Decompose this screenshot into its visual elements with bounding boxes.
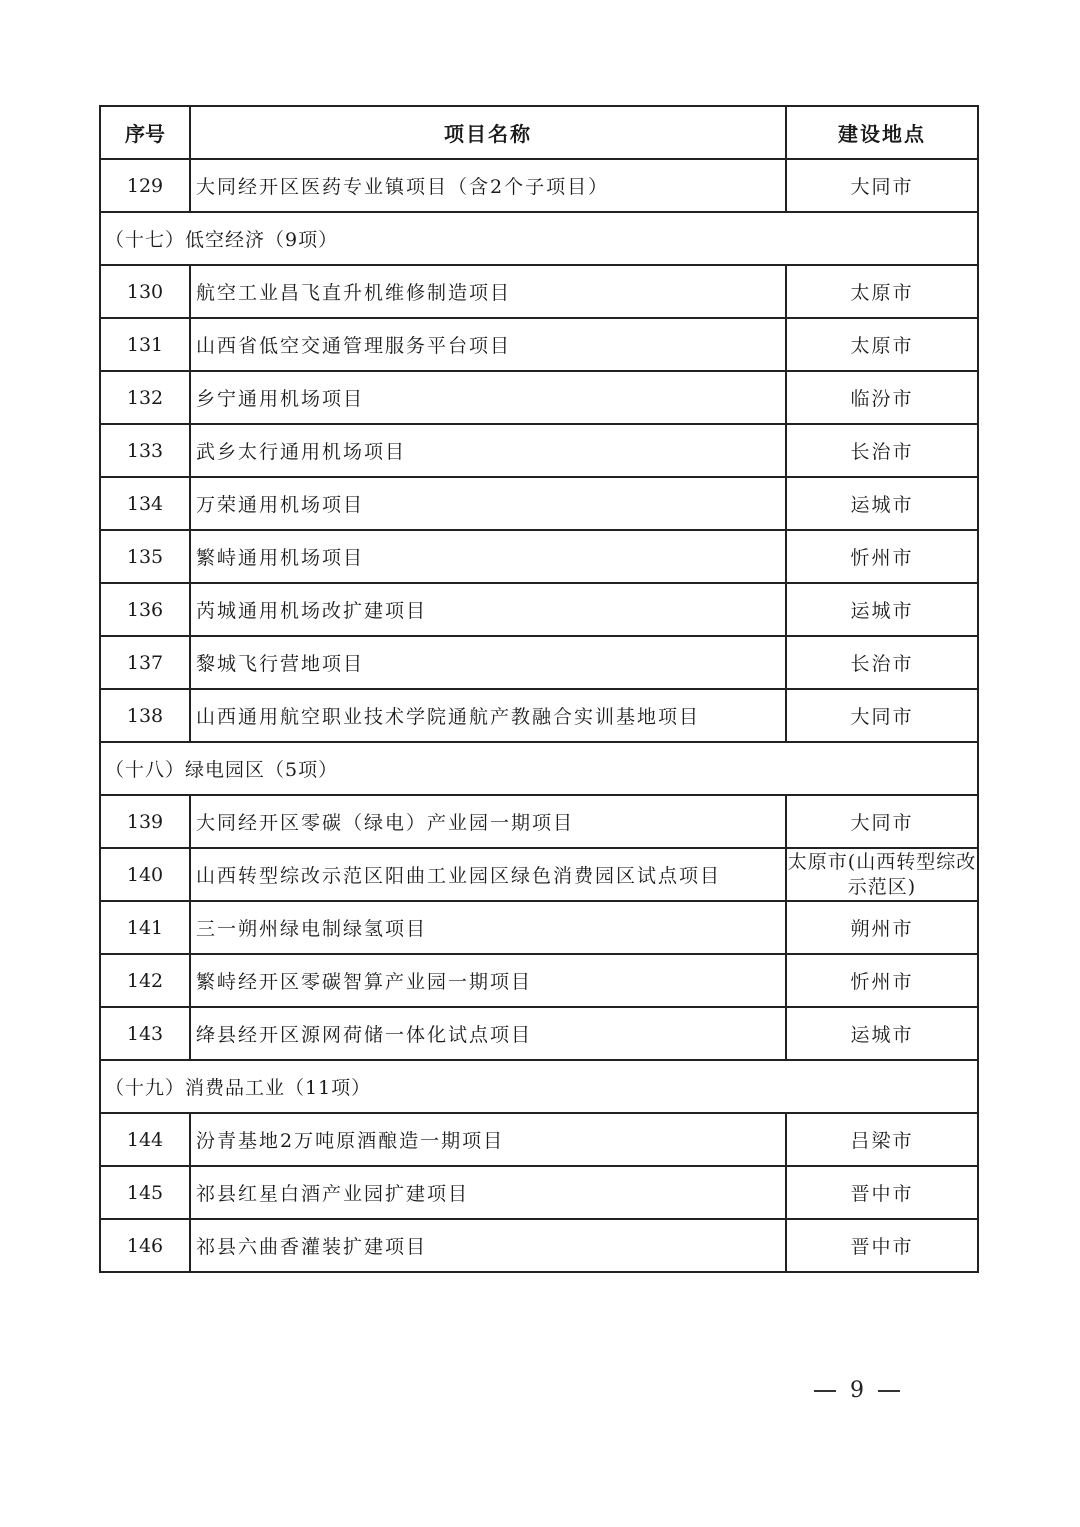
row-location: 大同市 (786, 689, 978, 742)
row-location: 大同市 (786, 795, 978, 848)
row-no: 138 (100, 689, 190, 742)
row-project-name: 乡宁通用机场项目 (190, 371, 786, 424)
row-no: 142 (100, 954, 190, 1007)
table-row (100, 1113, 978, 1166)
row-no: 144 (100, 1113, 190, 1166)
header-location: 建设地点 (786, 106, 978, 159)
row-no: 130 (100, 265, 190, 318)
row-project-name: 繁峙经开区零碳智算产业园一期项目 (190, 954, 786, 1007)
section-row (100, 1060, 978, 1113)
header-name: 项目名称 (190, 106, 786, 159)
row-project-name: 航空工业昌飞直升机维修制造项目 (190, 265, 786, 318)
row-location: 临汾市 (786, 371, 978, 424)
row-location: 太原市(山西转型综改示范区) (786, 848, 978, 901)
table-row (100, 159, 978, 212)
row-location: 长治市 (786, 636, 978, 689)
row-project-name: 大同经开区零碳（绿电）产业园一期项目 (190, 795, 786, 848)
header-no: 序号 (100, 106, 190, 159)
row-project-name: 祁县红星白酒产业园扩建项目 (190, 1166, 786, 1219)
row-location: 忻州市 (786, 530, 978, 583)
row-location: 晋中市 (786, 1219, 978, 1272)
row-project-name: 山西省低空交通管理服务平台项目 (190, 318, 786, 371)
table-row (100, 1007, 978, 1060)
table-row (100, 424, 978, 477)
row-no: 133 (100, 424, 190, 477)
row-location: 运城市 (786, 477, 978, 530)
table-row (100, 901, 978, 954)
row-location: 太原市 (786, 265, 978, 318)
table-row (100, 636, 978, 689)
row-no: 146 (100, 1219, 190, 1272)
row-location: 晋中市 (786, 1166, 978, 1219)
row-location: 运城市 (786, 583, 978, 636)
row-location: 长治市 (786, 424, 978, 477)
row-project-name: 山西通用航空职业技术学院通航产教融合实训基地项目 (190, 689, 786, 742)
row-no: 129 (100, 159, 190, 212)
row-no: 145 (100, 1166, 190, 1219)
dash-left (814, 1390, 836, 1392)
row-project-name: 祁县六曲香灌装扩建项目 (190, 1219, 786, 1272)
row-no: 132 (100, 371, 190, 424)
table-row (100, 1166, 978, 1219)
row-location: 朔州市 (786, 901, 978, 954)
row-project-name: 万荣通用机场项目 (190, 477, 786, 530)
table-row (100, 371, 978, 424)
table-row (100, 530, 978, 583)
table-row (100, 795, 978, 848)
section-title: （十九）消费品工业（11项） (100, 1060, 978, 1113)
row-no: 143 (100, 1007, 190, 1060)
row-no: 141 (100, 901, 190, 954)
row-location: 太原市 (786, 318, 978, 371)
table-row (100, 265, 978, 318)
row-project-name: 绛县经开区源网荷储一体化试点项目 (190, 1007, 786, 1060)
row-no: 134 (100, 477, 190, 530)
row-no: 131 (100, 318, 190, 371)
row-no: 140 (100, 848, 190, 901)
row-location: 大同市 (786, 159, 978, 212)
row-location: 运城市 (786, 1007, 978, 1060)
table-row (100, 689, 978, 742)
page-number: 9 (850, 1378, 864, 1403)
row-no: 135 (100, 530, 190, 583)
row-project-name: 黎城飞行营地项目 (190, 636, 786, 689)
row-project-name: 芮城通用机场改扩建项目 (190, 583, 786, 636)
section-row (100, 742, 978, 795)
row-project-name: 繁峙通用机场项目 (190, 530, 786, 583)
table-body (100, 159, 978, 1272)
row-no: 139 (100, 795, 190, 848)
table-row (100, 318, 978, 371)
table-row (100, 477, 978, 530)
row-location: 吕梁市 (786, 1113, 978, 1166)
row-location: 忻州市 (786, 954, 978, 1007)
section-title: （十七）低空经济（9项） (100, 212, 978, 265)
dash-right (878, 1390, 900, 1392)
row-project-name: 山西转型综改示范区阳曲工业园区绿色消费园区试点项目 (190, 848, 786, 901)
section-row (100, 212, 978, 265)
section-title: （十八）绿电园区（5项） (100, 742, 978, 795)
row-project-name: 汾青基地2万吨原酒酿造一期项目 (190, 1113, 786, 1166)
project-table (99, 105, 979, 1273)
row-no: 137 (100, 636, 190, 689)
row-no: 136 (100, 583, 190, 636)
row-project-name: 大同经开区医药专业镇项目（含2个子项目） (190, 159, 786, 212)
table-header-row (100, 106, 978, 159)
row-project-name: 武乡太行通用机场项目 (190, 424, 786, 477)
table-row (100, 583, 978, 636)
row-project-name: 三一朔州绿电制绿氢项目 (190, 901, 786, 954)
page-footer (0, 1378, 1080, 1403)
table-row (100, 848, 978, 901)
table-row (100, 954, 978, 1007)
table-row (100, 1219, 978, 1272)
